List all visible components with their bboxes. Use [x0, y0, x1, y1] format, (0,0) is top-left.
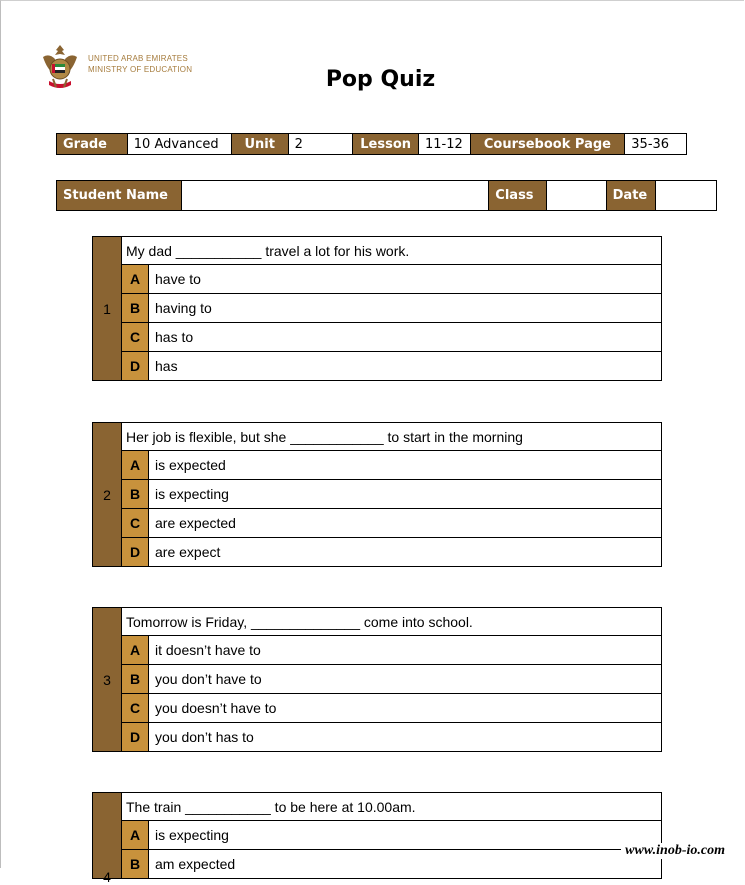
option-row[interactable] [93, 451, 662, 480]
coursebook-page-value[interactable]: 35-36 [625, 134, 687, 155]
question-4 [92, 792, 662, 885]
option-text[interactable]: you doesn’t have to [149, 694, 662, 723]
option-row[interactable] [93, 265, 662, 294]
option-text[interactable]: having to [149, 294, 662, 323]
option-letter[interactable]: B [122, 480, 149, 509]
class-label: Class [489, 181, 547, 211]
option-letter[interactable]: C [122, 509, 149, 538]
date-label: Date [606, 181, 655, 211]
grade-value[interactable]: 10 Advanced [127, 134, 231, 155]
student-info-table [56, 180, 717, 211]
option-letter[interactable]: A [122, 636, 149, 665]
student-name-label: Student Name [57, 181, 182, 211]
option-text[interactable]: has to [149, 323, 662, 352]
unit-label: Unit [231, 134, 288, 155]
question-number [93, 793, 122, 885]
option-letter[interactable]: A [122, 451, 149, 480]
coursebook-page-label: Coursebook Page [470, 134, 625, 155]
option-row[interactable] [93, 323, 662, 352]
option-row[interactable] [93, 821, 662, 850]
option-row[interactable] [93, 509, 662, 538]
question-number: 1 [93, 237, 122, 381]
question-stem: Tomorrow is Friday, ______________ come into school. [122, 608, 662, 636]
option-row[interactable] [93, 636, 662, 665]
option-text[interactable]: has [149, 352, 662, 381]
option-row[interactable] [93, 694, 662, 723]
question-number: 2 [93, 423, 122, 567]
question-stem: My dad ___________ travel a lot for his work. [122, 237, 662, 265]
ministry-line-2: MINISTRY OF EDUCATION [88, 65, 193, 74]
option-letter[interactable]: A [122, 265, 149, 294]
option-text[interactable]: you don’t have to [149, 665, 662, 694]
question-stem: Her job is flexible, but she ____________ to start in the morning [122, 423, 662, 451]
ministry-line-1: UNITED ARAB EMIRATES [88, 54, 188, 63]
watermark-text: www.inob-io.com [621, 843, 729, 859]
option-letter[interactable]: D [122, 723, 149, 752]
option-text[interactable]: you don’t has to [149, 723, 662, 752]
option-row[interactable] [93, 294, 662, 323]
student-name-field[interactable] [182, 181, 489, 211]
unit-value[interactable]: 2 [288, 134, 353, 155]
lesson-value[interactable]: 11-12 [419, 134, 471, 155]
question-3 [92, 607, 662, 752]
option-letter[interactable]: D [122, 538, 149, 567]
option-row[interactable] [93, 665, 662, 694]
option-row[interactable] [93, 352, 662, 381]
question-1 [92, 236, 662, 381]
lesson-label: Lesson [353, 134, 419, 155]
question-2 [92, 422, 662, 567]
question-number: 3 [93, 608, 122, 752]
option-text[interactable]: is expecting [149, 821, 662, 850]
course-info-table [56, 133, 687, 155]
option-letter[interactable]: B [122, 294, 149, 323]
option-letter[interactable]: D [122, 352, 149, 381]
class-field[interactable] [547, 181, 606, 211]
option-row[interactable] [93, 850, 662, 879]
option-letter[interactable]: B [122, 850, 149, 879]
question-stem: The train ___________ to be here at 10.00am. [122, 793, 662, 821]
option-row[interactable] [93, 480, 662, 509]
page-title: Pop Quiz [325, 67, 436, 92]
grade-label: Grade [57, 134, 128, 155]
option-text[interactable]: are expect [149, 538, 662, 567]
option-text[interactable]: is expecting [149, 480, 662, 509]
option-row[interactable] [93, 538, 662, 567]
option-text[interactable]: is expected [149, 451, 662, 480]
option-text[interactable]: it doesn’t have to [149, 636, 662, 665]
option-letter[interactable]: A [122, 821, 149, 850]
option-letter[interactable]: C [122, 323, 149, 352]
date-field[interactable] [655, 181, 716, 211]
option-text[interactable]: are expected [149, 509, 662, 538]
option-text[interactable]: am expected [149, 850, 662, 879]
option-text[interactable]: have to [149, 265, 662, 294]
option-letter[interactable]: B [122, 665, 149, 694]
question-number-text: 4 [103, 869, 111, 885]
option-row[interactable] [93, 723, 662, 752]
option-letter[interactable]: C [122, 694, 149, 723]
